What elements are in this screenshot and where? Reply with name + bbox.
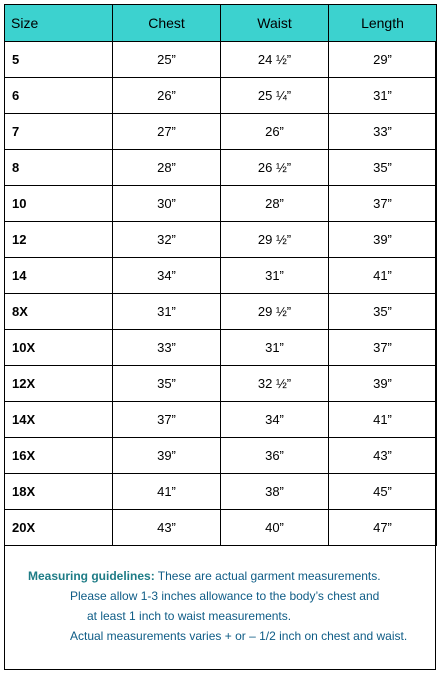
table-row xyxy=(5,222,437,258)
guidelines-heading: Measuring guidelines: xyxy=(28,569,155,583)
size-chart xyxy=(4,4,436,670)
waist-cell: 31” xyxy=(221,330,329,366)
measuring-guidelines xyxy=(5,566,435,646)
table-row xyxy=(5,114,437,150)
length-cell: 35” xyxy=(329,150,437,186)
chest-cell: 34” xyxy=(113,258,221,294)
chest-cell: 30” xyxy=(113,186,221,222)
header-row xyxy=(5,5,437,42)
size-cell: 20X xyxy=(5,510,113,546)
waist-cell: 32 ½” xyxy=(221,366,329,402)
chest-cell: 31” xyxy=(113,294,221,330)
waist-cell: 25 ¼” xyxy=(221,78,329,114)
waist-cell: 26 ½” xyxy=(221,150,329,186)
header-length: Length xyxy=(329,5,437,42)
table-row xyxy=(5,330,437,366)
waist-cell: 29 ½” xyxy=(221,294,329,330)
length-cell: 47” xyxy=(329,510,437,546)
chest-cell: 32” xyxy=(113,222,221,258)
length-cell: 43” xyxy=(329,438,437,474)
waist-cell: 38” xyxy=(221,474,329,510)
chest-cell: 27” xyxy=(113,114,221,150)
guidelines-line-3: at least 1 inch to waist measurements. xyxy=(87,609,292,623)
table-row xyxy=(5,402,437,438)
size-table xyxy=(4,4,437,546)
length-cell: 41” xyxy=(329,258,437,294)
chest-cell: 35” xyxy=(113,366,221,402)
size-cell: 6 xyxy=(5,78,113,114)
size-cell: 10 xyxy=(5,186,113,222)
size-cell: 14X xyxy=(5,402,113,438)
chest-cell: 25” xyxy=(113,42,221,78)
size-cell: 8 xyxy=(5,150,113,186)
guidelines-line-4: Actual measurements varies + or – 1/2 inch on chest and waist. xyxy=(70,629,408,643)
chest-cell: 39” xyxy=(113,438,221,474)
length-cell: 39” xyxy=(329,366,437,402)
length-cell: 41” xyxy=(329,402,437,438)
table-row xyxy=(5,150,437,186)
size-cell: 10X xyxy=(5,330,113,366)
waist-cell: 29 ½” xyxy=(221,222,329,258)
length-cell: 37” xyxy=(329,330,437,366)
chest-cell: 43” xyxy=(113,510,221,546)
length-cell: 33” xyxy=(329,114,437,150)
length-cell: 45” xyxy=(329,474,437,510)
waist-cell: 28” xyxy=(221,186,329,222)
guidelines-text-1: These are actual garment measurements. xyxy=(154,569,381,583)
length-cell: 29” xyxy=(329,42,437,78)
guidelines-line-2: Please allow 1-3 inches allowance to the body’s chest and xyxy=(70,589,380,603)
table-row xyxy=(5,366,437,402)
header-waist: Waist xyxy=(221,5,329,42)
table-row xyxy=(5,294,437,330)
size-cell: 12X xyxy=(5,366,113,402)
waist-cell: 40” xyxy=(221,510,329,546)
waist-cell: 24 ½” xyxy=(221,42,329,78)
header-size: Size xyxy=(5,5,113,42)
waist-cell: 26” xyxy=(221,114,329,150)
waist-cell: 31” xyxy=(221,258,329,294)
guidelines-line-1 xyxy=(5,566,435,586)
length-cell: 31” xyxy=(329,78,437,114)
table-row xyxy=(5,258,437,294)
table-row xyxy=(5,510,437,546)
length-cell: 35” xyxy=(329,294,437,330)
waist-cell: 34” xyxy=(221,402,329,438)
header-chest: Chest xyxy=(113,5,221,42)
length-cell: 37” xyxy=(329,186,437,222)
size-cell: 5 xyxy=(5,42,113,78)
size-cell: 18X xyxy=(5,474,113,510)
chest-cell: 41” xyxy=(113,474,221,510)
chest-cell: 37” xyxy=(113,402,221,438)
table-row xyxy=(5,186,437,222)
table-row xyxy=(5,474,437,510)
table-row xyxy=(5,42,437,78)
length-cell: 39” xyxy=(329,222,437,258)
size-cell: 7 xyxy=(5,114,113,150)
size-cell: 8X xyxy=(5,294,113,330)
table-row xyxy=(5,438,437,474)
size-cell: 12 xyxy=(5,222,113,258)
size-cell: 14 xyxy=(5,258,113,294)
chest-cell: 26” xyxy=(113,78,221,114)
chest-cell: 28” xyxy=(113,150,221,186)
table-row xyxy=(5,78,437,114)
chest-cell: 33” xyxy=(113,330,221,366)
size-cell: 16X xyxy=(5,438,113,474)
waist-cell: 36” xyxy=(221,438,329,474)
